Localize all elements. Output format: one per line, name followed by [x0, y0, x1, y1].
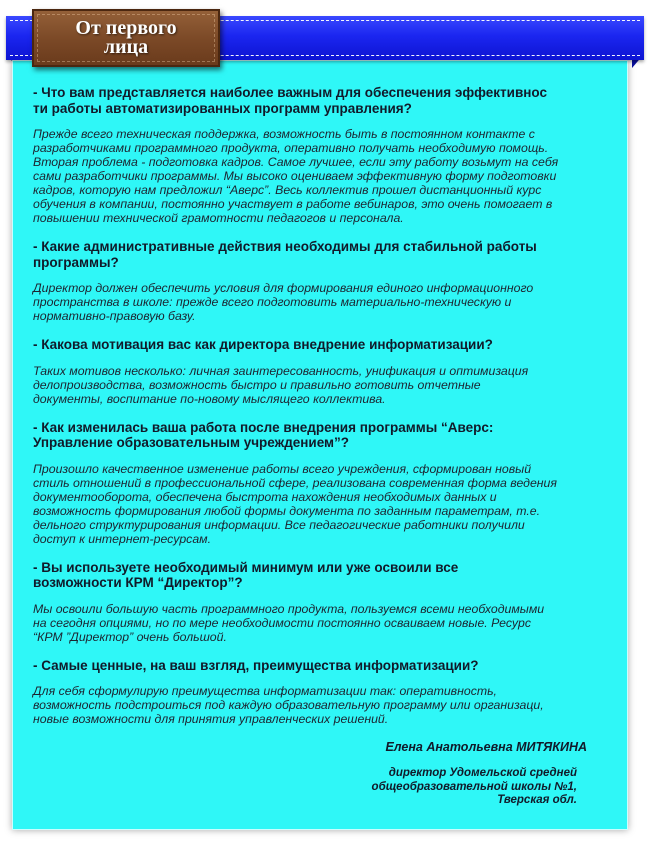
answer-5: Мы освоили большую часть программного продукта, пользуемся всеми необходимыми на сегодня опциями, но по мере необходимости постоянно осваиваем новые. Ресурс “КРМ ”Директор” очень большой.: [33, 601, 545, 644]
section-title-line2: лица: [103, 36, 149, 58]
signature-block: [33, 740, 609, 808]
section-title-line1: От первого: [75, 17, 177, 39]
question-1: - Что вам представляется наиболее важным для обеспечения эффективнос ти работы автоматизированных программ управления?: [33, 85, 547, 116]
question-4: - Как изменилась ваша работа после внедрения программы “Аверс: Управление образовательным учреждением”?: [33, 419, 494, 450]
answer-6: Для себя сформулирую преимущества информатизации так: оперативность, возможность подстроиться под каждую образовательную программу или организаци, новые возможности для принятия управленческих решений.: [33, 684, 544, 726]
author-name: Елена Анатольевна МИТЯКИНА: [385, 740, 587, 754]
question-2: - Какие административные действия необходимы для стабильной работы программы?: [33, 239, 537, 270]
interview-box: [12, 60, 628, 830]
section-title-tag: [32, 9, 220, 67]
question-3: - Какова мотивация вас как директора внедрение информатизации?: [33, 337, 493, 352]
answer-4: Произошло качественное изменение работы всего учреждения, сформирован новый стиль отношений в профессиональной сфере, реализована современная форма ведения документооборота, обеспечена быстрота нахождения необходимых данных и возможность формирования любой формы документа по заданным параметрам, т.е. дельного структурирования информации. Все педагогические работники получили доступ к интернет-ресурсам.: [33, 461, 557, 546]
answer-3: Таких мотивов несколько: личная заинтересованность, унификация и оптимизация делопроизводства, возможность быстро и правильно готовить отчетные документы, воспитание по-новому мыслящего коллектива.: [33, 363, 529, 406]
answer-2: Директор должен обеспечить условия для формирования единого информационного пространства в школе: прежде всего подготовить материально-техническую и нормативно-правовую базу.: [33, 281, 534, 323]
answer-1: Прежде всего техническая поддержка, возможность быть в постоянном контакте с разработчиками программного продукта, оперативно получать необходимую помощь. Вторая проблема - подготовка кадров. Самое лучшее, если эту работу возьмут на себя сами разработчики программы. Мы высоко оцениваем эффективную форму подготовки кадров, которую нам предложил “Аверс”. Весь коллектив прошел дистанционный курс обучения в компании, постоянно участвует в работе вебинаров, это очень помогает в повышении технической грамотности педагогов и персонала.: [33, 127, 559, 225]
question-6: - Самые ценные, на ваш взгляд, преимущества информатизации?: [33, 657, 479, 673]
question-5: - Вы используете необходимый минимум или уже освоили все возможности КРМ “Директор”?: [33, 559, 459, 590]
author-position: директор Удомельской средней общеобразовательной школы №1, Тверская обл.: [371, 767, 577, 806]
